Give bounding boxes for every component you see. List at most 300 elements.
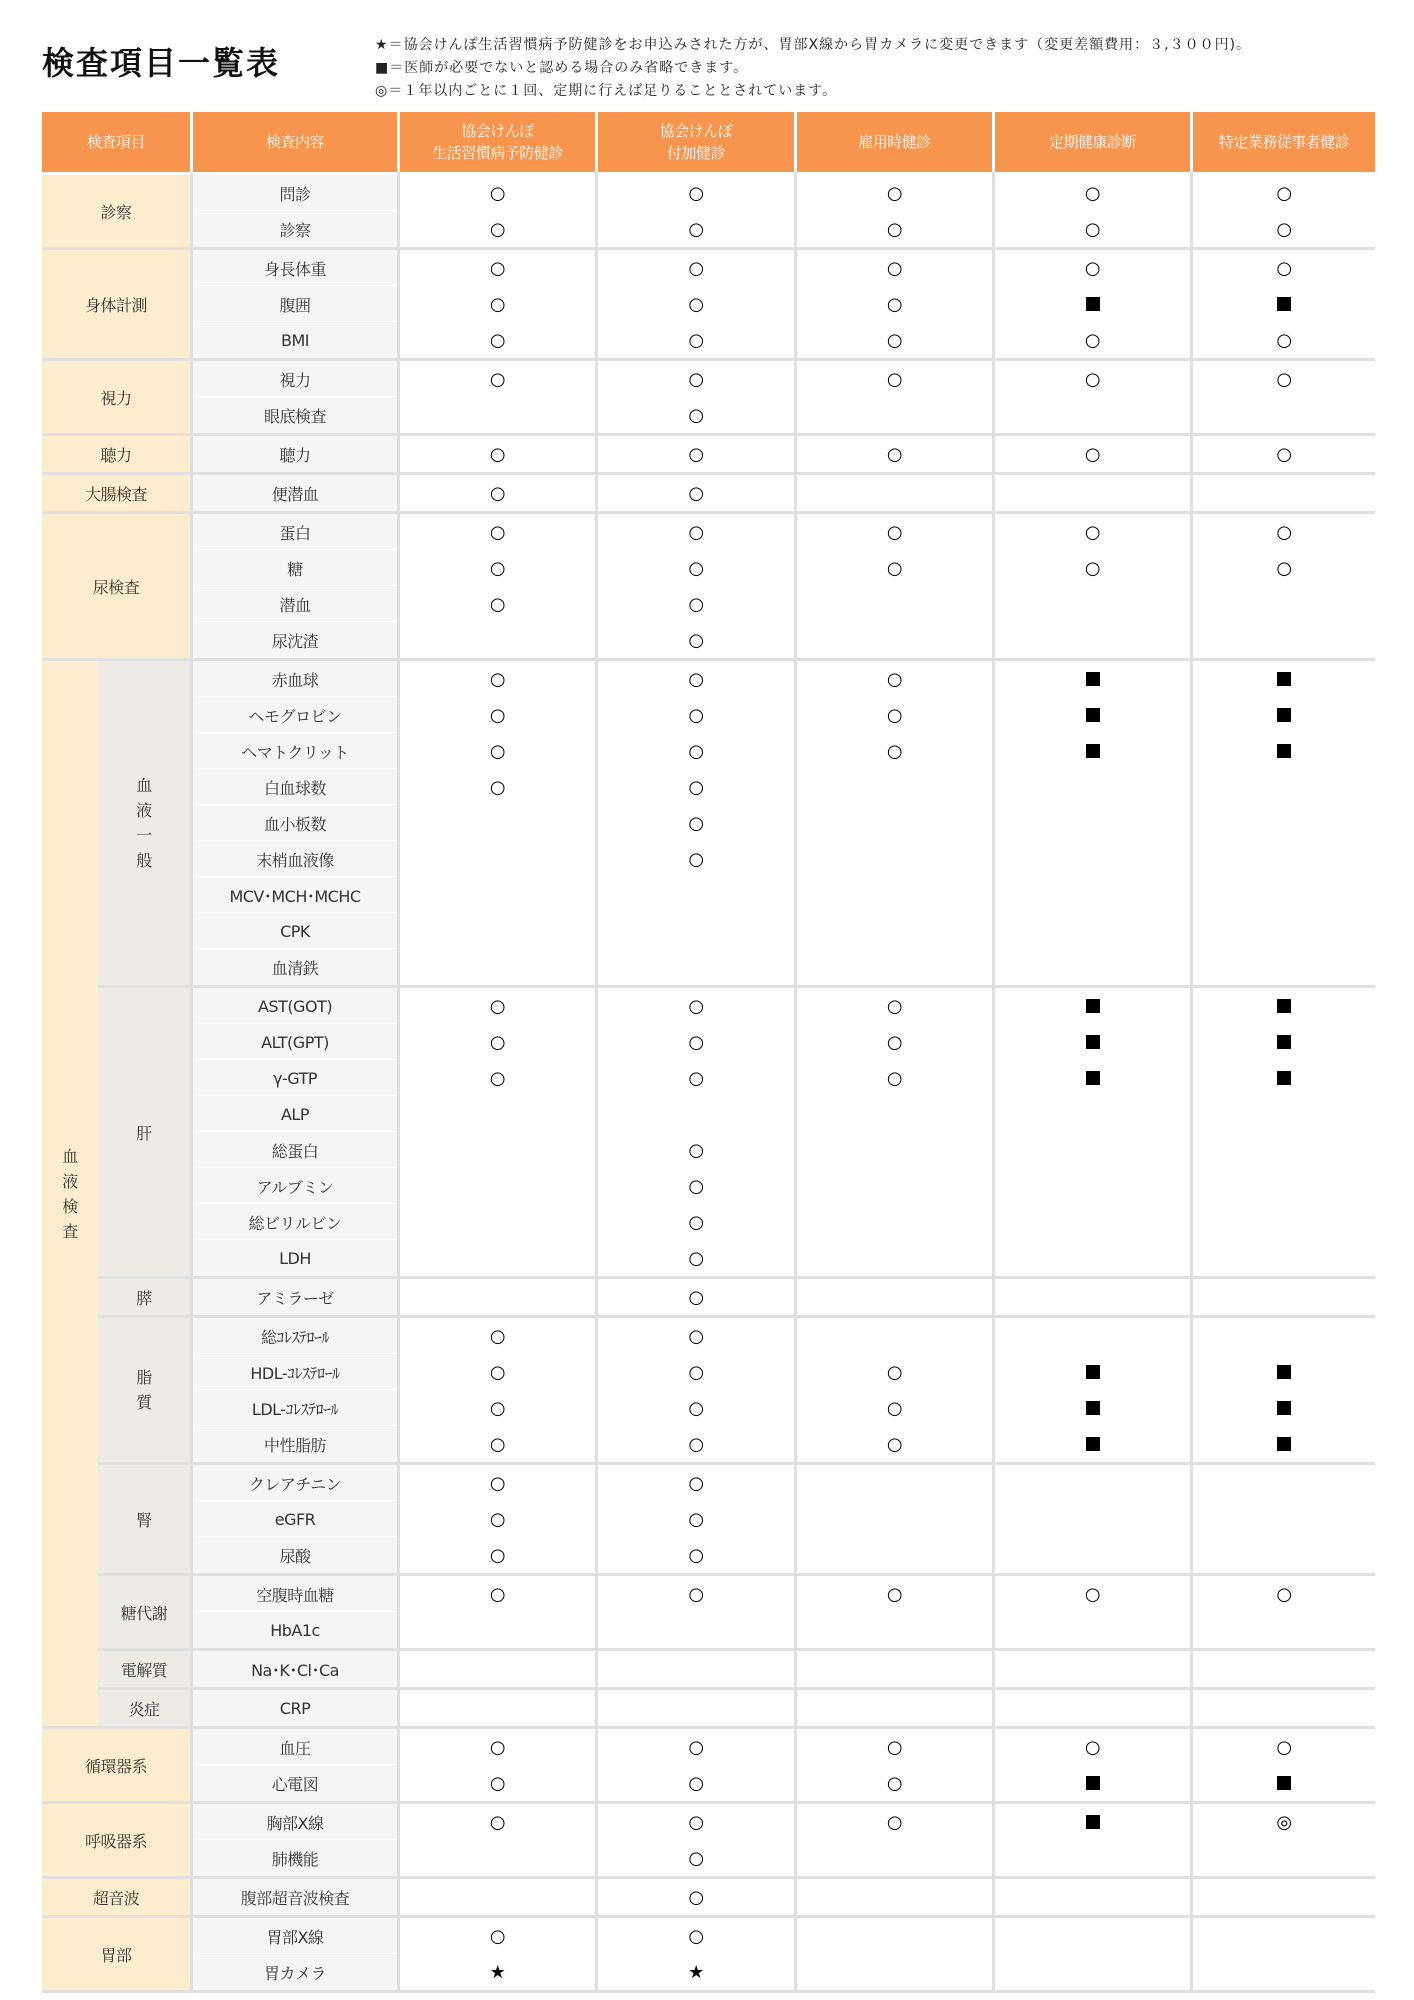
legend-double-circle-note: ◎＝１年以内ごとに１回、定期に行えば足りることとされています。 [375, 83, 838, 99]
exam-item-label: 問診 [193, 175, 397, 211]
circle-mark: ○ [1276, 182, 1292, 204]
circle-mark: ○ [688, 704, 704, 726]
circle-mark: ○ [489, 1031, 506, 1053]
empty-cell [797, 949, 992, 985]
category-label: 循環器系 [42, 1729, 190, 1801]
exam-item-label: 総蛋白 [193, 1132, 397, 1168]
circle-mark: ○ [489, 1508, 506, 1530]
empty-cell [995, 1279, 1190, 1315]
exam-items-table [42, 112, 1375, 1983]
circle-mark: ○ [688, 1175, 704, 1197]
circle-mark: ○ [1084, 557, 1101, 579]
empty-cell [797, 877, 992, 913]
square-mark [1193, 697, 1375, 733]
square-icon [1277, 297, 1291, 311]
empty-cell [995, 913, 1190, 949]
square-mark [995, 1390, 1190, 1426]
empty-cell [400, 1879, 595, 1915]
exam-item-label: 蛋白 [193, 514, 397, 550]
empty-cell [1193, 949, 1375, 985]
circle-mark: ○ [688, 848, 704, 870]
circle-mark: ○ [886, 1361, 903, 1383]
empty-cell [995, 1651, 1190, 1687]
empty-cell [995, 1132, 1190, 1168]
empty-cell [797, 1651, 992, 1687]
empty-cell [797, 841, 992, 877]
empty-cell [995, 769, 1190, 805]
circle-mark: ○ [688, 1886, 704, 1908]
exam-item-label: 胃部X線 [193, 1918, 397, 1954]
empty-cell [797, 913, 992, 949]
circle-mark: ○ [688, 293, 704, 315]
circle-mark: ○ [1276, 521, 1292, 543]
square-mark [1193, 1765, 1375, 1801]
circle-mark: ○ [688, 776, 704, 798]
empty-cell [797, 1318, 992, 1354]
empty-cell [797, 769, 992, 805]
exam-item-label: 血圧 [193, 1729, 397, 1765]
empty-cell [1193, 1651, 1375, 1687]
circle-mark: ○ [688, 1397, 704, 1419]
square-mark [995, 1060, 1190, 1096]
exam-item-label: BMI [193, 322, 397, 358]
empty-cell [400, 1240, 595, 1276]
circle-mark: ○ [688, 1544, 704, 1566]
circle-mark: ○ [688, 1433, 704, 1455]
empty-cell [1193, 1168, 1375, 1204]
column-header: 検査内容 [193, 112, 397, 172]
column-header: 協会けんぽ 生活習慣病予防健診 [400, 112, 595, 172]
empty-cell [995, 1204, 1190, 1240]
circle-mark: ○ [886, 443, 903, 465]
empty-cell [1193, 1279, 1375, 1315]
circle-mark: ○ [688, 1736, 704, 1758]
empty-cell [1193, 1318, 1375, 1354]
column-divider [397, 172, 400, 1993]
subcategory-label: 膵 [98, 1279, 190, 1315]
empty-cell [797, 622, 992, 658]
exam-item-label: LDH [193, 1240, 397, 1276]
exam-item-label: ALP [193, 1096, 397, 1132]
square-icon [1277, 672, 1291, 686]
circle-mark: ○ [688, 1811, 704, 1833]
square-mark [1193, 286, 1375, 322]
subcategory-label: 血 液 一 般 [98, 661, 190, 985]
empty-cell [1193, 1879, 1375, 1915]
circle-mark: ○ [688, 1847, 704, 1869]
empty-cell [797, 1132, 992, 1168]
circle-mark: ○ [886, 1397, 903, 1419]
circle-mark: ○ [688, 521, 704, 543]
exam-item-label: 末梢血液像 [193, 841, 397, 877]
exam-item-label: 総ビリルビン [193, 1204, 397, 1240]
circle-mark: ○ [1084, 443, 1101, 465]
square-mark [1193, 1426, 1375, 1462]
category-label: 聴力 [42, 436, 190, 472]
exam-item-label: HbA1c [193, 1612, 397, 1648]
square-mark [995, 1426, 1190, 1462]
circle-mark: ○ [489, 521, 506, 543]
circle-mark: ○ [688, 1286, 704, 1308]
empty-cell [797, 1279, 992, 1315]
empty-cell [1193, 1690, 1375, 1726]
exam-item-label: ALT(GPT) [193, 1024, 397, 1060]
circle-mark: ○ [1084, 368, 1101, 390]
circle-mark: ○ [688, 1211, 704, 1233]
page-title: 検査項目一覧表 [42, 44, 281, 82]
circle-mark: ○ [688, 257, 704, 279]
circle-mark: ○ [1084, 1583, 1101, 1605]
square-mark [1193, 661, 1375, 697]
circle-mark: ○ [489, 1397, 506, 1419]
column-divider [992, 172, 995, 1993]
empty-cell [995, 622, 1190, 658]
square-icon [1086, 1776, 1100, 1790]
empty-cell [400, 913, 595, 949]
empty-cell [995, 1318, 1190, 1354]
circle-mark: ○ [886, 557, 903, 579]
column-header: 雇用時健診 [797, 112, 992, 172]
column-divider [794, 172, 797, 1993]
empty-cell [400, 1279, 595, 1315]
empty-cell [797, 1840, 992, 1876]
circle-mark: ○ [886, 521, 903, 543]
circle-mark: ○ [1276, 329, 1292, 351]
exam-item-label: CRP [193, 1690, 397, 1726]
circle-mark: ○ [688, 1325, 704, 1347]
square-icon [1086, 1815, 1100, 1829]
circle-mark: ○ [886, 1736, 903, 1758]
circle-mark: ○ [1276, 1583, 1292, 1605]
legend-star-note: ★＝協会けんぽ生活習慣病予防健診をお申込みされた方が、胃部X線から胃カメラに変更できます（変更差額費用：３,３００円)。 [375, 37, 1252, 53]
square-icon [1277, 1776, 1291, 1790]
empty-cell [797, 1240, 992, 1276]
square-icon [1086, 744, 1100, 758]
empty-cell [995, 586, 1190, 622]
square-icon [1086, 297, 1100, 311]
square-icon [1086, 1401, 1100, 1415]
circle-mark: ○ [489, 557, 506, 579]
square-icon [1086, 1071, 1100, 1085]
square-icon [1086, 708, 1100, 722]
category-label: 大腸検査 [42, 475, 190, 511]
empty-cell [598, 1612, 794, 1648]
circle-mark: ○ [1084, 521, 1101, 543]
subcategory-label: 脂 質 [98, 1318, 190, 1462]
empty-cell [995, 1954, 1190, 1990]
circle-mark: ○ [688, 1067, 704, 1089]
category-label: 診察 [42, 175, 190, 247]
exam-item-label: 腹囲 [193, 286, 397, 322]
empty-cell [995, 1240, 1190, 1276]
empty-cell [400, 949, 595, 985]
circle-mark: ○ [489, 1811, 506, 1833]
circle-mark: ○ [688, 557, 704, 579]
legend [375, 34, 1251, 103]
empty-cell [1193, 586, 1375, 622]
exam-item-label: 胃カメラ [193, 1954, 397, 1990]
exam-item-label: AST(GOT) [193, 988, 397, 1024]
square-mark [995, 286, 1190, 322]
circle-mark: ○ [688, 482, 704, 504]
empty-cell [995, 1612, 1190, 1648]
row-divider [42, 1990, 1375, 1993]
circle-mark: ○ [688, 995, 704, 1017]
exam-item-label: 身長体重 [193, 250, 397, 286]
exam-item-label: 中性脂肪 [193, 1426, 397, 1462]
circle-mark: ○ [489, 593, 506, 615]
legend-square-note: ■＝医師が必要でないと認める場合のみ省略できます。 [375, 60, 749, 76]
circle-mark: ○ [489, 1325, 506, 1347]
square-mark [995, 1804, 1190, 1840]
exam-item-label: 尿沈渣 [193, 622, 397, 658]
exam-item-label: 肺機能 [193, 1840, 397, 1876]
circle-mark: ○ [489, 1067, 506, 1089]
exam-item-label: Na･K･Cl･Ca [193, 1651, 397, 1687]
circle-mark: ○ [688, 1472, 704, 1494]
circle-mark: ○ [489, 293, 506, 315]
exam-item-label: 総ｺﾚｽﾃﾛｰﾙ [193, 1318, 397, 1354]
star-mark: ★ [688, 1961, 704, 1983]
circle-mark: ○ [688, 218, 704, 240]
exam-item-label: eGFR [193, 1501, 397, 1537]
square-mark [995, 1354, 1190, 1390]
circle-mark: ○ [489, 1544, 506, 1566]
empty-cell [400, 622, 595, 658]
square-icon [1277, 1365, 1291, 1379]
circle-mark: ○ [886, 1772, 903, 1794]
column-header: 検査項目 [42, 112, 190, 172]
empty-cell [1193, 1501, 1375, 1537]
exam-item-label: 眼底検査 [193, 397, 397, 433]
empty-cell [1193, 1240, 1375, 1276]
circle-mark: ○ [489, 257, 506, 279]
empty-cell [400, 1204, 595, 1240]
empty-cell [995, 1840, 1190, 1876]
square-icon [1086, 1035, 1100, 1049]
circle-mark: ○ [1084, 257, 1101, 279]
circle-mark: ○ [886, 293, 903, 315]
circle-mark: ○ [886, 668, 903, 690]
circle-mark: ○ [489, 329, 506, 351]
empty-cell [1193, 805, 1375, 841]
circle-mark: ○ [688, 629, 704, 651]
square-mark [1193, 988, 1375, 1024]
square-icon [1086, 1437, 1100, 1451]
empty-cell [1193, 1918, 1375, 1954]
empty-cell [400, 1612, 595, 1648]
circle-mark: ○ [489, 1736, 506, 1758]
square-icon [1086, 672, 1100, 686]
exam-item-label: 胸部X線 [193, 1804, 397, 1840]
circle-mark: ○ [1276, 368, 1292, 390]
circle-mark: ○ [1276, 218, 1292, 240]
empty-cell [1193, 1465, 1375, 1501]
circle-mark: ○ [489, 1583, 506, 1605]
circle-mark: ○ [886, 995, 903, 1017]
square-icon [1277, 999, 1291, 1013]
circle-mark: ○ [1084, 182, 1101, 204]
circle-mark: ○ [688, 329, 704, 351]
circle-mark: ○ [886, 257, 903, 279]
empty-cell [995, 1690, 1190, 1726]
empty-cell [400, 1690, 595, 1726]
circle-mark: ○ [688, 1139, 704, 1161]
circle-mark: ○ [886, 182, 903, 204]
exam-item-label: 血清鉄 [193, 949, 397, 985]
square-icon [1277, 1071, 1291, 1085]
circle-mark: ○ [1276, 1736, 1292, 1758]
empty-cell [797, 475, 992, 511]
column-header: 協会けんぽ 付加健診 [598, 112, 794, 172]
circle-mark: ○ [688, 1361, 704, 1383]
circle-mark: ○ [886, 1031, 903, 1053]
double-circle-mark: ◎ [1276, 1811, 1292, 1833]
empty-cell [797, 1465, 992, 1501]
circle-mark: ○ [688, 182, 704, 204]
exam-item-label: 聴力 [193, 436, 397, 472]
empty-cell [797, 1204, 992, 1240]
column-divider [595, 172, 598, 1993]
circle-mark: ○ [489, 182, 506, 204]
empty-cell [1193, 769, 1375, 805]
circle-mark: ○ [886, 218, 903, 240]
category-label: 血 液 検 査 [42, 661, 98, 1726]
empty-cell [1193, 397, 1375, 433]
circle-mark: ○ [489, 1925, 506, 1947]
exam-item-label: 潜血 [193, 586, 397, 622]
empty-cell [797, 397, 992, 433]
empty-cell [797, 1168, 992, 1204]
circle-mark: ○ [688, 593, 704, 615]
exam-item-label: 視力 [193, 361, 397, 397]
circle-mark: ○ [886, 1433, 903, 1455]
square-icon [1277, 1401, 1291, 1415]
square-icon [1277, 708, 1291, 722]
exam-item-label: γ-GTP [193, 1060, 397, 1096]
category-label: 尿検査 [42, 514, 190, 658]
empty-cell [1193, 1954, 1375, 1990]
star-mark: ★ [489, 1961, 506, 1983]
empty-cell [1193, 877, 1375, 913]
empty-cell [400, 805, 595, 841]
square-mark [995, 988, 1190, 1024]
exam-item-label: アミラーゼ [193, 1279, 397, 1315]
empty-cell [598, 1096, 794, 1132]
empty-cell [797, 586, 992, 622]
exam-item-label: CPK [193, 913, 397, 949]
empty-cell [598, 1690, 794, 1726]
exam-item-label: クレアチニン [193, 1465, 397, 1501]
empty-cell [1193, 1537, 1375, 1573]
category-label: 視力 [42, 361, 190, 433]
square-mark [995, 1765, 1190, 1801]
exam-item-label: 白血球数 [193, 769, 397, 805]
empty-cell [400, 1651, 595, 1687]
empty-cell [1193, 841, 1375, 877]
empty-cell [400, 877, 595, 913]
empty-cell [1193, 1132, 1375, 1168]
empty-cell [995, 1096, 1190, 1132]
circle-mark: ○ [688, 1583, 704, 1605]
circle-mark: ○ [886, 1067, 903, 1089]
circle-mark: ○ [1276, 257, 1292, 279]
square-mark [1193, 1060, 1375, 1096]
square-mark [1193, 1354, 1375, 1390]
exam-item-label: 便潜血 [193, 475, 397, 511]
exam-item-label: 尿酸 [193, 1537, 397, 1573]
square-mark [995, 1024, 1190, 1060]
subcategory-label: 炎症 [98, 1690, 190, 1726]
empty-cell [797, 805, 992, 841]
exam-item-label: ヘモグロビン [193, 697, 397, 733]
circle-mark: ○ [1084, 218, 1101, 240]
circle-mark: ○ [489, 668, 506, 690]
circle-mark: ○ [688, 740, 704, 762]
column-divider [1190, 172, 1193, 1993]
circle-mark: ○ [1276, 443, 1292, 465]
empty-cell [797, 1501, 992, 1537]
empty-cell [1193, 1096, 1375, 1132]
circle-mark: ○ [489, 1361, 506, 1383]
empty-cell [995, 475, 1190, 511]
empty-cell [995, 1168, 1190, 1204]
exam-item-label: LDL-ｺﾚｽﾃﾛｰﾙ [193, 1390, 397, 1426]
empty-cell [797, 1918, 992, 1954]
empty-cell [1193, 475, 1375, 511]
empty-cell [797, 1954, 992, 1990]
empty-cell [797, 1690, 992, 1726]
subcategory-label: 腎 [98, 1465, 190, 1573]
empty-cell [1193, 1204, 1375, 1240]
empty-cell [797, 1537, 992, 1573]
empty-cell [400, 1096, 595, 1132]
category-label: 呼吸器系 [42, 1804, 190, 1876]
exam-item-label: 血小板数 [193, 805, 397, 841]
subcategory-label: 電解質 [98, 1651, 190, 1687]
exam-item-label: ヘマトクリット [193, 733, 397, 769]
circle-mark: ○ [886, 704, 903, 726]
circle-mark: ○ [489, 704, 506, 726]
square-mark [995, 733, 1190, 769]
circle-mark: ○ [688, 443, 704, 465]
exam-item-label: 赤血球 [193, 661, 397, 697]
circle-mark: ○ [489, 995, 506, 1017]
empty-cell [1193, 622, 1375, 658]
circle-mark: ○ [1084, 329, 1101, 351]
empty-cell [995, 1537, 1190, 1573]
empty-cell [797, 1612, 992, 1648]
circle-mark: ○ [886, 740, 903, 762]
empty-cell [1193, 913, 1375, 949]
empty-cell [598, 949, 794, 985]
empty-cell [995, 1918, 1190, 1954]
category-label: 身体計測 [42, 250, 190, 358]
empty-cell [995, 805, 1190, 841]
empty-cell [797, 1096, 992, 1132]
square-icon [1277, 744, 1291, 758]
square-mark [1193, 1024, 1375, 1060]
subcategory-label: 糖代謝 [98, 1576, 190, 1648]
circle-mark: ○ [489, 740, 506, 762]
empty-cell [797, 1879, 992, 1915]
empty-cell [1193, 1840, 1375, 1876]
empty-cell [995, 1879, 1190, 1915]
empty-cell [400, 397, 595, 433]
circle-mark: ○ [489, 443, 506, 465]
square-icon [1086, 1365, 1100, 1379]
circle-mark: ○ [886, 329, 903, 351]
